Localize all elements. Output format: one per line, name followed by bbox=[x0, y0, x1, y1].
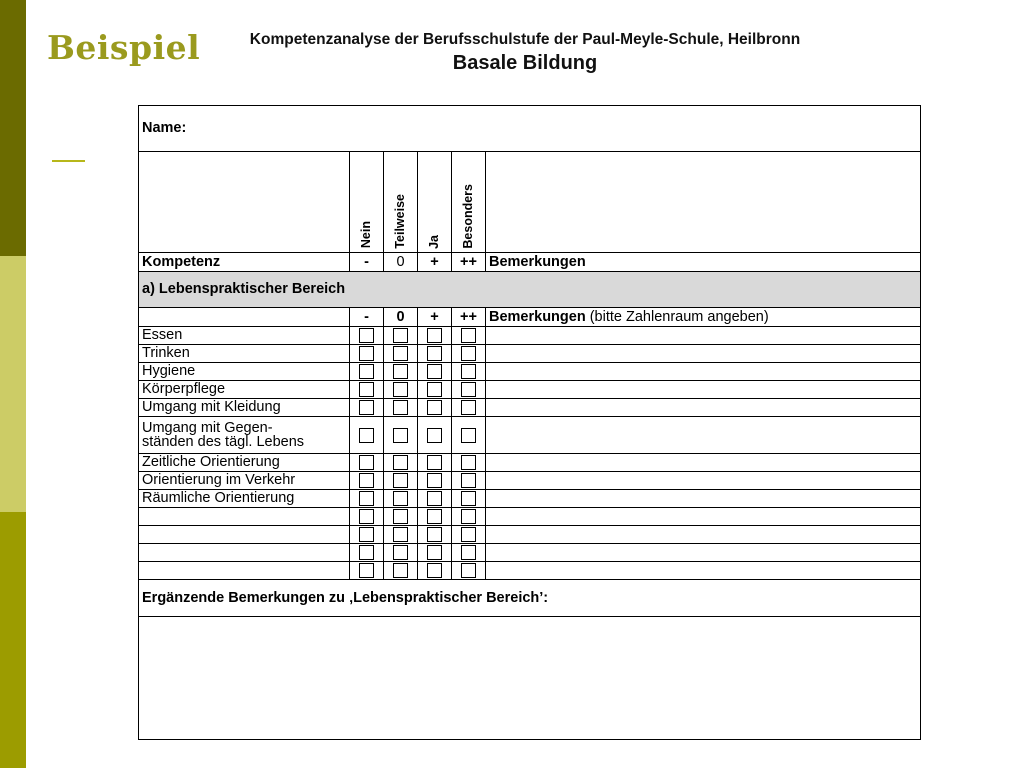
remarks-cell[interactable] bbox=[486, 381, 921, 399]
checkbox-besonders[interactable] bbox=[461, 563, 476, 578]
sidebar-bar-middle bbox=[0, 256, 26, 512]
ergaenzende-bemerkungen-label: Ergänzende Bemerkungen zu ‚Lebenspraktischer Bereich’: bbox=[139, 580, 921, 617]
checkbox-ja[interactable] bbox=[427, 527, 442, 542]
competence-label bbox=[139, 526, 350, 544]
remarks-cell[interactable] bbox=[486, 417, 921, 454]
competence-row bbox=[139, 417, 921, 454]
competence-row bbox=[139, 363, 921, 381]
checkbox-besonders[interactable] bbox=[461, 491, 476, 506]
competence-row bbox=[139, 562, 921, 580]
remarks-cell[interactable] bbox=[486, 454, 921, 472]
competence-row bbox=[139, 399, 921, 417]
sidebar-bar-bottom bbox=[0, 512, 26, 768]
checkbox-nein[interactable] bbox=[359, 509, 374, 524]
competence-label bbox=[139, 544, 350, 562]
competence-label: Umgang mit Kleidung bbox=[139, 399, 350, 417]
name-field[interactable]: Name: bbox=[139, 106, 921, 152]
checkbox-nein[interactable] bbox=[359, 364, 374, 379]
sub-bemerkungen-label: Bemerkungen bbox=[489, 308, 586, 325]
sidebar-bar-top bbox=[0, 0, 26, 256]
accent-dash bbox=[52, 160, 85, 162]
checkbox-teilweise[interactable] bbox=[393, 473, 408, 488]
column-header-nein: Nein bbox=[359, 221, 374, 249]
sub-symbol-plus: + bbox=[418, 308, 452, 327]
sub-symbol-minus: - bbox=[350, 308, 384, 327]
checkbox-ja[interactable] bbox=[427, 545, 442, 560]
checkbox-ja[interactable] bbox=[427, 428, 442, 443]
checkbox-nein[interactable] bbox=[359, 545, 374, 560]
checkbox-besonders[interactable] bbox=[461, 473, 476, 488]
slide-title: Beispiel bbox=[47, 28, 201, 67]
competence-label bbox=[139, 562, 350, 580]
symbol-plus: + bbox=[418, 253, 452, 272]
checkbox-teilweise[interactable] bbox=[393, 545, 408, 560]
competence-label: Körperpflege bbox=[139, 381, 350, 399]
checkbox-teilweise[interactable] bbox=[393, 364, 408, 379]
checkbox-ja[interactable] bbox=[427, 346, 442, 361]
checkbox-besonders[interactable] bbox=[461, 400, 476, 415]
competence-row bbox=[139, 508, 921, 526]
column-header-besonders: Besonders bbox=[461, 183, 476, 249]
remarks-cell[interactable] bbox=[486, 508, 921, 526]
checkbox-besonders[interactable] bbox=[461, 545, 476, 560]
competence-label bbox=[139, 508, 350, 526]
sub-symbol-plusplus: ++ bbox=[452, 308, 486, 327]
checkbox-nein[interactable] bbox=[359, 491, 374, 506]
sub-blank-cell bbox=[139, 308, 350, 327]
remarks-cell[interactable] bbox=[486, 526, 921, 544]
sub-bemerkungen-cell bbox=[486, 308, 921, 327]
checkbox-ja[interactable] bbox=[427, 455, 442, 470]
remarks-cell[interactable] bbox=[486, 490, 921, 508]
checkbox-teilweise[interactable] bbox=[393, 346, 408, 361]
competence-table bbox=[138, 105, 921, 740]
checkbox-teilweise[interactable] bbox=[393, 455, 408, 470]
checkbox-teilweise[interactable] bbox=[393, 382, 408, 397]
checkbox-ja[interactable] bbox=[427, 328, 442, 343]
checkbox-ja[interactable] bbox=[427, 400, 442, 415]
sub-bemerkungen-note: (bitte Zahlenraum angeben) bbox=[585, 308, 769, 325]
competence-row bbox=[139, 472, 921, 490]
competence-row bbox=[139, 526, 921, 544]
section-title: a) Lebenspraktischer Bereich bbox=[139, 272, 921, 308]
checkbox-nein[interactable] bbox=[359, 455, 374, 470]
checkbox-ja[interactable] bbox=[427, 491, 442, 506]
checkbox-besonders[interactable] bbox=[461, 509, 476, 524]
checkbox-teilweise[interactable] bbox=[393, 328, 408, 343]
checkbox-besonders[interactable] bbox=[461, 328, 476, 343]
remarks-cell[interactable] bbox=[486, 327, 921, 345]
kompetenz-label: Kompetenz bbox=[139, 253, 350, 272]
checkbox-besonders[interactable] bbox=[461, 455, 476, 470]
competence-row bbox=[139, 544, 921, 562]
competence-row bbox=[139, 454, 921, 472]
checkbox-besonders[interactable] bbox=[461, 527, 476, 542]
document-header-title: Basale Bildung bbox=[452, 52, 598, 74]
checkbox-nein[interactable] bbox=[359, 346, 374, 361]
remarks-cell[interactable] bbox=[486, 399, 921, 417]
competence-label: Trinken bbox=[139, 345, 350, 363]
remarks-cell[interactable] bbox=[486, 472, 921, 490]
competence-row bbox=[139, 345, 921, 363]
checkbox-ja[interactable] bbox=[427, 364, 442, 379]
checkbox-teilweise[interactable] bbox=[393, 563, 408, 578]
header-blank-cell bbox=[139, 152, 350, 253]
competence-label: Räumliche Orientierung bbox=[139, 490, 350, 508]
ergaenzende-bemerkungen-area[interactable] bbox=[139, 617, 921, 740]
remarks-cell[interactable] bbox=[486, 562, 921, 580]
checkbox-ja[interactable] bbox=[427, 382, 442, 397]
checkbox-nein[interactable] bbox=[359, 428, 374, 443]
symbol-minus: - bbox=[350, 253, 384, 272]
checkbox-nein[interactable] bbox=[359, 400, 374, 415]
competence-sheet bbox=[138, 105, 920, 756]
competence-label: Umgang mit Gegen- ständen des tägl. Lebens bbox=[139, 417, 350, 454]
checkbox-besonders[interactable] bbox=[461, 428, 476, 443]
competence-label: Orientierung im Verkehr bbox=[139, 472, 350, 490]
document-header-school: Kompetenzanalyse der Berufsschulstufe der Paul-Meyle-Schule, Heilbronn bbox=[249, 31, 801, 48]
checkbox-nein[interactable] bbox=[359, 328, 374, 343]
competence-row bbox=[139, 490, 921, 508]
checkbox-ja[interactable] bbox=[427, 509, 442, 524]
remarks-cell[interactable] bbox=[486, 363, 921, 381]
sub-symbol-zero: 0 bbox=[384, 308, 418, 327]
checkbox-besonders[interactable] bbox=[461, 382, 476, 397]
bemerkungen-label: Bemerkungen bbox=[486, 253, 921, 272]
column-header-teilweise: Teilweise bbox=[393, 193, 408, 249]
symbol-plusplus: ++ bbox=[452, 253, 486, 272]
checkbox-teilweise[interactable] bbox=[393, 527, 408, 542]
competence-row bbox=[139, 327, 921, 345]
checkbox-teilweise[interactable] bbox=[393, 428, 408, 443]
checkbox-nein[interactable] bbox=[359, 473, 374, 488]
checkbox-teilweise[interactable] bbox=[393, 491, 408, 506]
checkbox-ja[interactable] bbox=[427, 563, 442, 578]
symbol-zero: 0 bbox=[384, 253, 418, 272]
competence-label: Hygiene bbox=[139, 363, 350, 381]
competence-label: Zeitliche Orientierung bbox=[139, 454, 350, 472]
header-remarks-blank-cell bbox=[486, 152, 921, 253]
competence-row bbox=[139, 381, 921, 399]
checkbox-teilweise[interactable] bbox=[393, 400, 408, 415]
checkbox-nein[interactable] bbox=[359, 382, 374, 397]
competence-label: Essen bbox=[139, 327, 350, 345]
checkbox-nein[interactable] bbox=[359, 527, 374, 542]
checkbox-teilweise[interactable] bbox=[393, 509, 408, 524]
checkbox-besonders[interactable] bbox=[461, 346, 476, 361]
remarks-cell[interactable] bbox=[486, 345, 921, 363]
column-header-ja: Ja bbox=[427, 234, 442, 249]
remarks-cell[interactable] bbox=[486, 544, 921, 562]
checkbox-nein[interactable] bbox=[359, 563, 374, 578]
checkbox-ja[interactable] bbox=[427, 473, 442, 488]
checkbox-besonders[interactable] bbox=[461, 364, 476, 379]
